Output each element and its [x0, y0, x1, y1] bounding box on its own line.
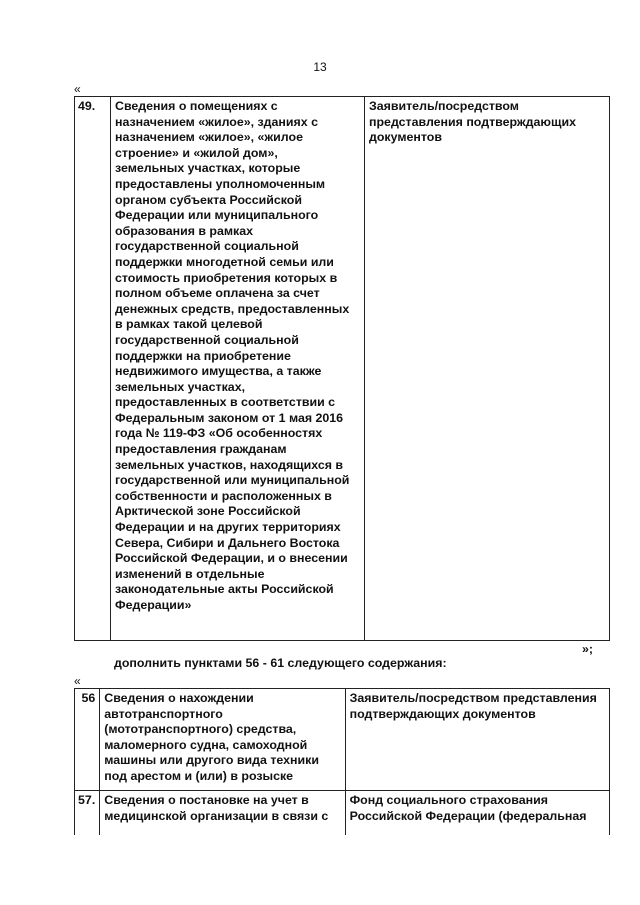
opening-quote: «: [74, 674, 81, 688]
row-number: 56: [75, 689, 100, 791]
table-49: [74, 96, 610, 641]
text-line: назначением «жилое», «жилое: [115, 130, 303, 145]
text-line: государственной или муниципальной: [115, 473, 350, 488]
text-line: недвижимого имущества, а также: [115, 364, 322, 379]
text-line: образования в рамках: [115, 223, 254, 238]
text-line: земельных участках,: [115, 379, 246, 394]
text-line: Заявитель/посредством представления: [349, 691, 597, 705]
text-line: автотранспортного: [104, 706, 223, 721]
row-number: 49.: [75, 97, 111, 641]
text-line: медицинской организации в связи с: [104, 808, 329, 823]
page-number: 13: [313, 60, 327, 74]
opening-quote: «: [74, 82, 81, 96]
text-line: года № 119-ФЗ «Об особенностях: [115, 426, 323, 441]
row-description: [100, 791, 345, 836]
closing-quote: »;: [582, 642, 594, 656]
text-line: поддержки на приобретение: [115, 348, 291, 363]
text-line: земельных участков, находящихся в: [115, 457, 344, 472]
text-line: Сведения о нахождении: [104, 691, 254, 705]
row-source: [345, 689, 609, 791]
text-line: машины или другого вида техники: [104, 753, 319, 768]
text-line: земельных участках, которые: [115, 161, 301, 176]
text-line: в рамках такой целевой: [115, 317, 263, 332]
row-source: [345, 791, 609, 836]
text-line: Федеральным законом от 1 мая 2016: [115, 410, 344, 425]
text-line: Заявитель/посредством: [369, 99, 519, 113]
table-row: [75, 689, 610, 791]
text-line: денежных средств, предоставленных: [115, 301, 350, 316]
row-description: [100, 689, 345, 791]
text-line: подтверждающих документов: [349, 706, 536, 721]
text-line: государственной социальной: [115, 239, 299, 254]
table-new-items: [74, 688, 610, 835]
row-number: 57.: [75, 791, 100, 836]
text-line: стоимость приобретения которых в: [115, 270, 338, 285]
table-row: [75, 791, 610, 836]
text-line: Арктической зоне Российской: [115, 504, 301, 519]
text-line: Российской Федерации, и о внесении: [115, 551, 348, 566]
text-line: предоставлены уполномоченным: [115, 176, 326, 191]
text-line: Сведения о постановке на учет в: [104, 793, 309, 807]
text-line: Сведения о помещениях с: [115, 99, 278, 113]
text-line: полном объеме оплачена за счет: [115, 286, 320, 301]
text-line: предоставления гражданам: [115, 442, 287, 457]
text-line: Федерации и на других территориях: [115, 520, 341, 535]
text-line: представления подтверждающих: [369, 114, 576, 129]
text-line: предоставленных в соответствии с: [115, 395, 336, 410]
text-line: Российской Федерации (федеральная: [349, 808, 587, 823]
text-line: документов: [369, 130, 442, 145]
amendment-instruction: дополнить пунктами 56 - 61 следующего содержания:: [114, 656, 447, 670]
text-line: Фонд социального страхования: [349, 793, 548, 807]
text-line: изменений в отдельные: [115, 566, 265, 581]
text-line: Федерации или муниципального: [115, 208, 319, 223]
text-line: законодательные акты Российской: [115, 582, 334, 597]
text-line: органом субъекта Российской: [115, 192, 302, 207]
text-line: собственности и расположенных в: [115, 488, 332, 503]
text-line: (мототранспортного) средства,: [104, 722, 297, 737]
text-line: строение» и «жилой дом»,: [115, 145, 278, 160]
text-line: поддержки многодетной семьи или: [115, 254, 334, 269]
text-line: назначением «жилое», зданиях с: [115, 114, 318, 129]
text-line: государственной социальной: [115, 332, 299, 347]
text-line: под арестом и (или) в розыске: [104, 768, 294, 783]
text-line: Федерации»: [115, 598, 192, 612]
row-description: [111, 97, 365, 641]
text-line: маломерного судна, самоходной: [104, 737, 308, 752]
table-row: [75, 97, 610, 641]
text-line: Севера, Сибири и Дальнего Востока: [115, 535, 340, 550]
row-source: [365, 97, 610, 641]
